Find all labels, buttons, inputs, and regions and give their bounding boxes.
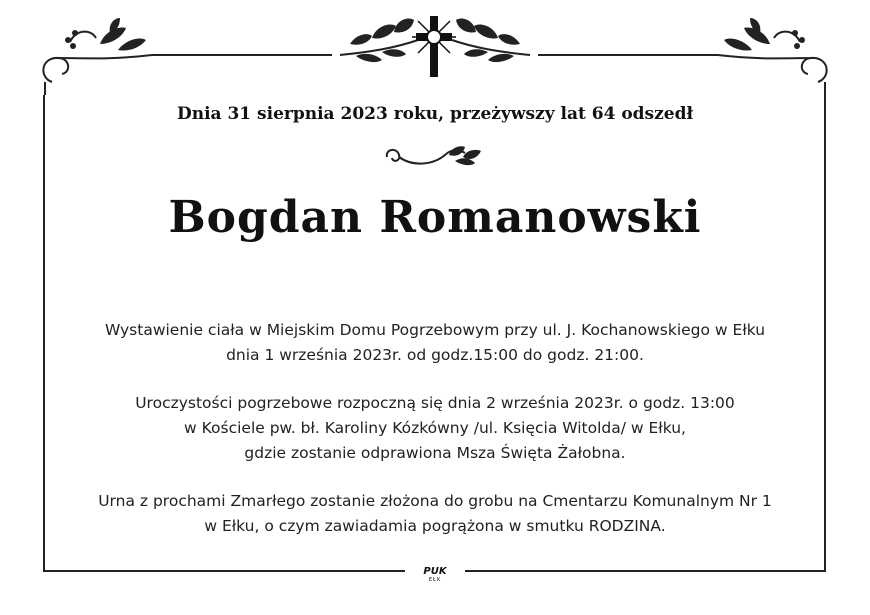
paragraph-line: gdzie zostanie odprawiona Msza Święta Żałobna. <box>244 444 626 462</box>
corner-leaves-left <box>65 18 146 51</box>
death-date-headline: Dnia 31 sierpnia 2023 roku, przeżywszy lat 64 odszedł <box>176 104 694 124</box>
paragraph-line: Uroczystości pogrzebowe rozpoczną się dnia 2 września 2023r. o godz. 13:00 <box>135 394 735 412</box>
laurel-branch-icon-left <box>340 19 418 63</box>
puk-logo <box>405 563 465 585</box>
laurel-branch-icon-right <box>452 19 530 63</box>
logo-sub-text: EŁK <box>428 577 442 583</box>
swirl-ornament-icon <box>383 143 487 171</box>
paragraph-line: w Ełku, o czym zawiadamia pogrążona w smutku RODZINA. <box>204 517 666 535</box>
paragraph-line: Urna z prochami Zmarłego zostanie złożona do grobu na Cmentarzu Komunalnym Nr 1 <box>98 492 772 510</box>
top-ornament <box>0 0 870 100</box>
paragraph-line: w Kościele pw. bł. Karoliny Kózkówny /ul. Księcia Witolda/ w Ełku, <box>184 419 686 437</box>
logo-main-text: PUK <box>423 566 447 577</box>
paragraph-line: Wystawienie ciała w Miejskim Domu Pogrzebowym przy ul. J. Kochanowskiego w Ełku <box>104 321 766 339</box>
paragraph-line: dnia 1 września 2023r. od godz.15:00 do godz. 21:00. <box>226 346 644 364</box>
cross-icon <box>412 16 456 77</box>
deceased-name: Bogdan Romanowski <box>168 192 702 243</box>
paragraph-funeral <box>0 391 870 466</box>
paragraph-viewing <box>0 318 870 368</box>
paragraph-burial <box>0 489 870 539</box>
